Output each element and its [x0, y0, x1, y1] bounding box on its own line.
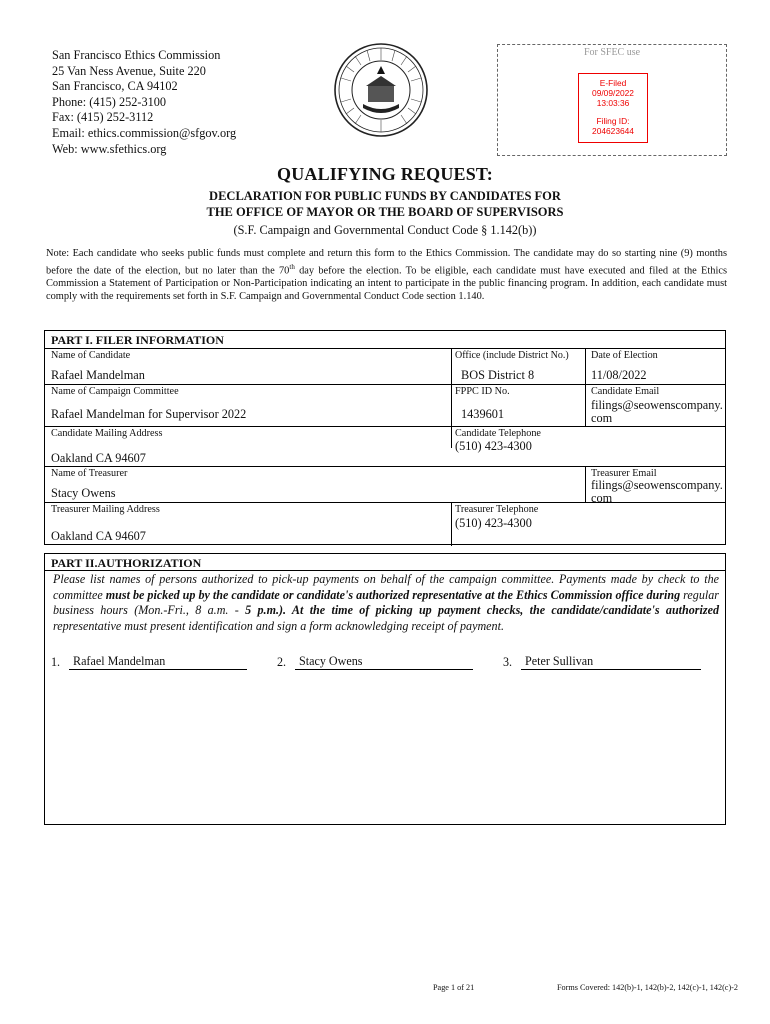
candidate-phone-value[interactable]: (510) 423-4300	[455, 439, 532, 453]
auth-text-c: regular business hours (Mon.-Fri., 8 a.m. -	[53, 587, 719, 618]
fax-line: Fax: (415) 252-3112	[52, 110, 154, 125]
form-subtitle	[0, 188, 770, 220]
auth-text-e: representative must present identification and sign a form acknowledging receipt of payment.	[53, 618, 504, 633]
authorization-text	[53, 572, 719, 634]
form-title: QUALIFYING REQUEST:	[277, 164, 493, 184]
office-value[interactable]: BOS District 8	[461, 368, 535, 382]
committee-value[interactable]: Rafael Mandelman for Supervisor 2022	[51, 407, 247, 421]
authorized-name-3[interactable]: Peter Sullivan	[521, 654, 701, 670]
form-subtitle-line-2: THE OFFICE OF MAYOR OR THE BOARD OF SUPERVISORS	[206, 205, 564, 219]
sig-number-3: 3.	[503, 655, 513, 669]
row-rule-3	[45, 466, 725, 467]
page-number: Page 1 of 21	[433, 983, 475, 992]
candidate-email-value[interactable]: filings@seowenscompany.com	[591, 398, 723, 425]
col-divider-3	[585, 384, 586, 426]
part2-heading: PART II.AUTHORIZATION	[51, 556, 202, 570]
stamp-filing-id: 204623644	[592, 126, 634, 136]
address-line-2: San Francisco, CA 94102	[52, 79, 178, 94]
col-divider-4	[585, 466, 586, 502]
candidate-email-label: Candidate Email	[591, 386, 660, 397]
candidate-phone-label: Candidate Telephone	[455, 428, 541, 439]
row-rule-4	[45, 502, 725, 503]
forms-covered: Forms Covered: 142(b)-1, 142(b)-2, 142(c)-1, 142(c)-2	[557, 983, 738, 992]
col-divider-1	[451, 348, 452, 448]
note-text-2: day before the election. To be eligible, each candidate must have executed and filed at the Ethics Commission a Statement of Participation or Non-Participation indicating an intent to participate in the public financing program. In addition, each candidate must comply with the requirements set forth in S.F. Campaign and Governmental Conduct Code section 1.140.	[46, 265, 728, 303]
part1-filer-information	[44, 330, 726, 545]
auth-text-b: must be picked up by the candidate or candidate's authorized representative at the Ethics Commission office during	[105, 587, 681, 602]
efiled-stamp	[578, 73, 648, 143]
sig-number-2: 2.	[277, 655, 287, 669]
contact-block	[52, 48, 236, 157]
election-date-label: Date of Election	[591, 350, 658, 361]
treasurer-mailing-label: Treasurer Mailing Address	[51, 504, 160, 515]
web-line: Web: www.sfethics.org	[52, 141, 167, 156]
candidate-mailing-value[interactable]: Oakland CA 94607	[51, 451, 146, 465]
election-date-value[interactable]: 11/08/2022	[591, 368, 647, 382]
candidate-name-value[interactable]: Rafael Mandelman	[51, 368, 145, 382]
treasurer-value[interactable]: Stacy Owens	[51, 486, 116, 500]
authorized-person-2	[277, 654, 473, 670]
org-name: San Francisco Ethics Commission	[52, 48, 221, 62]
col-divider-5	[451, 502, 452, 546]
part1-heading: PART I. FILER INFORMATION	[51, 333, 224, 347]
sig-number-1: 1.	[51, 655, 61, 669]
stamp-date: 09/09/2022	[592, 88, 634, 98]
authorized-person-3	[503, 654, 701, 670]
treasurer-label: Name of Treasurer	[51, 468, 128, 479]
note-superscript: th	[289, 262, 295, 271]
address-line-1: 25 Van Ness Avenue, Suite 220	[52, 63, 206, 78]
phone-line: Phone: (415) 252-3100	[52, 94, 167, 109]
treasurer-email-value[interactable]: filings@seowenscompany.com	[591, 478, 723, 505]
authorized-person-1	[51, 654, 247, 670]
authorized-name-1[interactable]: Rafael Mandelman	[69, 654, 247, 670]
row-rule-2	[45, 426, 725, 427]
fppc-label: FPPC ID No.	[455, 386, 510, 397]
stamp-efiled: E-Filed	[599, 78, 627, 88]
treasurer-email-label: Treasurer Email	[591, 468, 657, 479]
note-text-1: Note: Each candidate who seeks public funds must complete and return this form to the Ethics Commission. The candidate may do so starting nine (9) months before the date of the election, but no later than the 70	[46, 248, 727, 277]
note-paragraph	[46, 248, 727, 304]
treasurer-mailing-value[interactable]: Oakland CA 94607	[51, 529, 146, 543]
sfec-use-label: For SFEC use	[583, 47, 641, 58]
city-seal-icon	[333, 42, 429, 138]
fppc-value[interactable]: 1439601	[461, 407, 505, 421]
auth-text-a: Please list names of persons authorized to pick-up payments on behalf of the campaign committee. Payments made by check to the committee	[53, 572, 719, 602]
treasurer-phone-label: Treasurer Telephone	[455, 504, 539, 515]
candidate-mailing-label: Candidate Mailing Address	[51, 428, 163, 439]
auth-text-d: 5 p.m.). At the time of picking up payment checks, the candidate/candidate's authorized	[245, 603, 719, 618]
email-line: Email: ethics.commission@sfgov.org	[52, 125, 237, 140]
stamp-filing-label: Filing ID:	[596, 116, 630, 126]
candidate-name-label: Name of Candidate	[51, 350, 131, 361]
col-divider-2	[585, 348, 586, 384]
row-rule-1	[45, 384, 725, 385]
committee-label: Name of Campaign Committee	[51, 386, 179, 397]
stamp-time: 13:03:36	[596, 98, 630, 108]
part2-rule	[45, 570, 725, 571]
sfec-use-box	[497, 44, 727, 156]
code-reference: (S.F. Campaign and Governmental Conduct Code § 1.142(b))	[233, 223, 537, 237]
part1-rule	[45, 348, 725, 349]
form-subtitle-line-1: DECLARATION FOR PUBLIC FUNDS BY CANDIDATES FOR	[209, 189, 561, 203]
authorized-name-2[interactable]: Stacy Owens	[295, 654, 473, 670]
part2-authorization	[44, 553, 726, 825]
office-label: Office (include District No.)	[455, 350, 569, 361]
treasurer-phone-value[interactable]: (510) 423-4300	[455, 516, 532, 530]
